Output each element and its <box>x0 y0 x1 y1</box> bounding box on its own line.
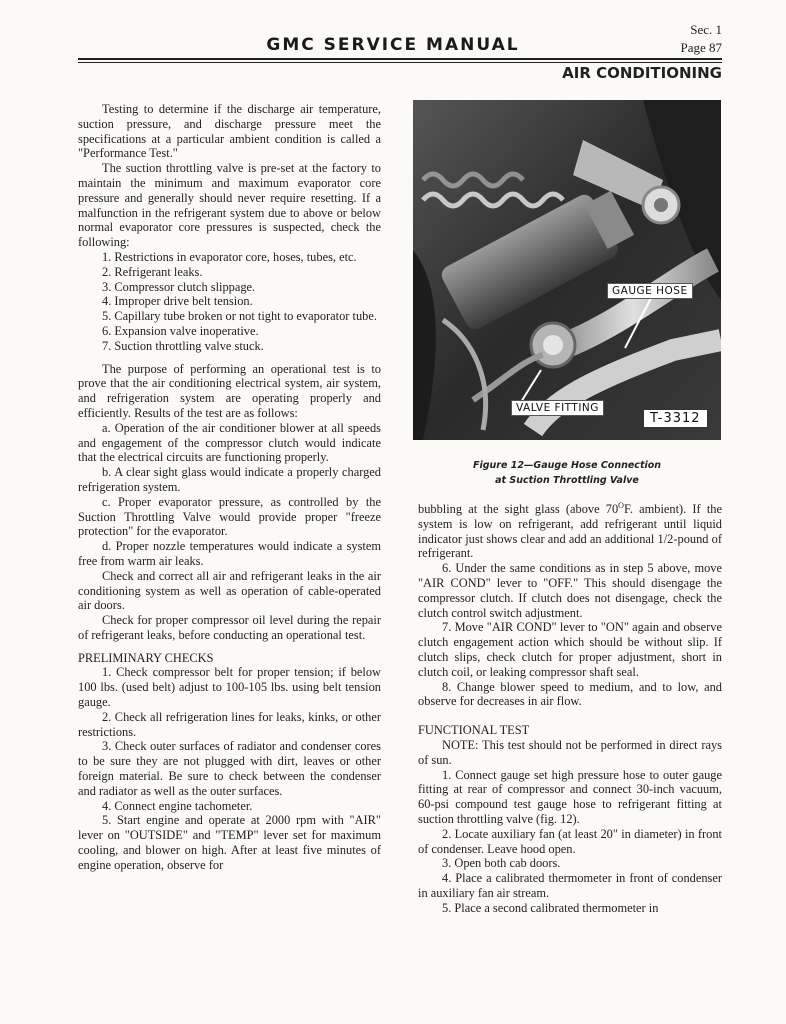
heading-functional-test: FUNCTIONAL TEST <box>418 723 530 738</box>
caption-line: Figure 12—Gauge Hose Connection <box>472 460 662 471</box>
list-item: 5. Capillary tube broken or not tight to evaporator tube. <box>102 309 377 324</box>
section-number: Sec. 1 <box>690 22 722 37</box>
list-item: 5. Place a second calibrated thermometer in <box>442 900 659 915</box>
list-item: 3. Check outer surfaces of radiator and condenser cores to be sure they are not plugged with dirt, leaves or other foreign material. Be sure to check between the condenser and radiator as well as the outer surfaces. <box>78 739 381 798</box>
text-run: F. ambient). If the system is low on refrigerant, add refrigerant until liquid indicator just shows clear and add an additional 1/2-pound of refrigerant. <box>418 502 722 561</box>
header-rule <box>78 58 722 60</box>
paragraph: Check for proper compressor oil level during the repair of refrigerant leaks, before conducting an operational test. <box>78 613 381 642</box>
page-title: GMC SERVICE MANUAL <box>266 35 520 55</box>
list-item: 6. Under the same conditions as in step 5 above, move "AIR COND" lever to "OFF." This should disengage the compressor clutch. If clutch does not disengage, check the clutch control switch adjustment. <box>418 561 722 620</box>
paragraph: Testing to determine if the discharge air temperature, suction pressure, and discharge pressure meet the specifications at a particular ambient condition is called a "Performance Test." <box>78 102 381 161</box>
paragraph: Check and correct all air and refrigerant leaks in the air conditioning system as well as operation of cable-operated air doors. <box>78 568 381 613</box>
list-item: 2. Locate auxiliary fan (at least 20" in diameter) in front of condenser. Leave hood open. <box>418 826 722 856</box>
list-item: 3. Compressor clutch slippage. <box>102 279 256 294</box>
list-item: 7. Suction throttling valve stuck. <box>102 338 264 353</box>
heading-preliminary-checks: PRELIMINARY CHECKS <box>78 650 214 665</box>
list-item: c. Proper evaporator pressure, as controlled by the Suction Throttling Valve would provide proper "freeze protection" for the evaporator. <box>78 494 381 539</box>
figure-tag: T-3312 <box>643 409 708 428</box>
engine-photo-illustration <box>413 100 721 440</box>
list-item: 4. Connect engine tachometer. <box>102 798 253 813</box>
paragraph <box>418 502 722 561</box>
note: NOTE: This test should not be performed in direct rays of sun. <box>418 737 722 767</box>
header-rule-thin <box>78 62 722 63</box>
callout-valve-fitting: VALVE FITTING <box>511 400 604 416</box>
degree-superscript: O <box>618 500 624 510</box>
list-item: 3. Open both cab doors. <box>442 856 561 871</box>
list-item: 4. Improper drive belt tension. <box>102 294 253 309</box>
list-item: 1. Check compressor belt for proper tension; if below 100 lbs. (used belt) adjust to 100-105 lbs. using belt tension gauge. <box>78 665 381 710</box>
list-item: b. A clear sight glass would indicate a properly charged refrigeration system. <box>78 465 381 494</box>
page-number: Page 87 <box>680 40 722 55</box>
list-item: 2. Refrigerant leaks. <box>102 264 203 279</box>
right-column <box>418 502 722 916</box>
list-item: 5. Start engine and operate at 2000 rpm with "AIR" lever on "OUTSIDE" and "TEMP" lever set for maximum cooling, and blower on high. After at least five minutes of engine operation, observe for <box>78 813 381 872</box>
list-item: d. Proper nozzle temperatures would indicate a system free from warm air leaks. <box>78 539 381 568</box>
list-item: 2. Check all refrigeration lines for leaks, kinks, or other restrictions. <box>78 709 381 739</box>
list-item: 8. Change blower speed to medium, and to low, and observe for decreases in air flow. <box>418 679 722 709</box>
section-title: AIR CONDITIONING <box>562 64 722 82</box>
paragraph: The suction throttling valve is pre-set at the factory to maintain the minimum and maximum evaporator core pressure and generally should never require resetting. If a malfunction in the refrigerant system due to above or below normal evaporator core pressures is suspected, check the following: <box>78 161 381 250</box>
callout-gauge-hose: GAUGE HOSE <box>607 283 693 299</box>
list-item: 1. Connect gauge set high pressure hose to outer gauge fitting at rear of compressor and connect 30-inch vacuum, 60-psi compound test gauge hose to refrigerant fitting at suction throttling valve (fig. 12). <box>418 767 722 826</box>
list-item: 4. Place a calibrated thermometer in front of condenser in auxiliary fan air stream. <box>418 871 722 900</box>
text-run: bubbling at the sight glass (above 70 <box>418 502 619 516</box>
list-item: 6. Expansion valve inoperative. <box>102 323 259 338</box>
list-item: 7. Move "AIR COND" lever to "ON" again and observe clutch engagement action which should be without slip. If clutch slips, check clutch for proper adjustment, short in clutch coil, or leaking compressor shaft seal. <box>418 620 722 679</box>
paragraph: The purpose of performing an operational test is to prove that the air conditioning electrical system, air system, and refrigeration system are operating properly and efficiently. Results of the test are as follows: <box>78 361 381 420</box>
list-item: a. Operation of the air conditioner blower at all speeds and engagement of the compressor clutch would indicate that the electrical circuits are functioning properly. <box>78 420 381 465</box>
figure-photo <box>413 100 721 440</box>
left-column <box>78 102 381 873</box>
caption-line: at Suction Throttling Valve <box>495 475 639 486</box>
list-item: 1. Restrictions in evaporator core, hoses, tubes, etc. <box>102 249 357 264</box>
figure-caption <box>413 458 721 488</box>
